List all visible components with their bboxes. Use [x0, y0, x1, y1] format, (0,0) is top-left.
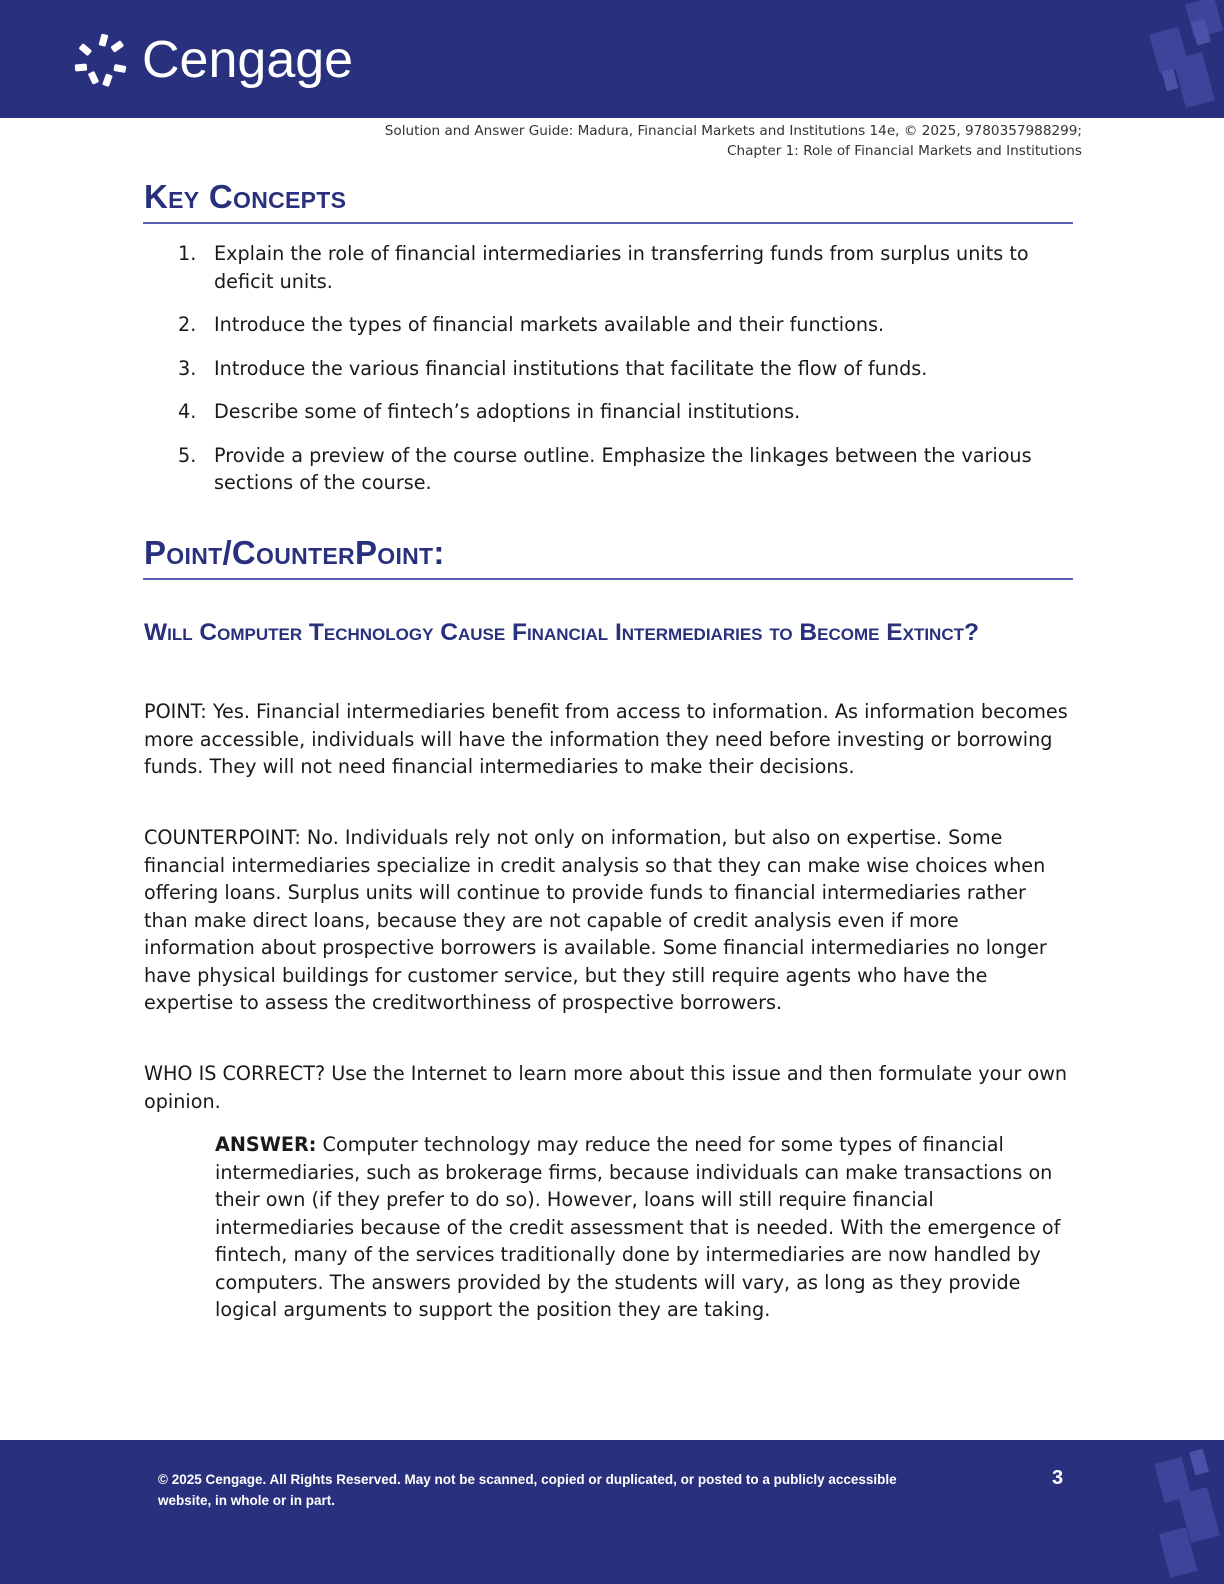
- point-counterpoint-rule: [143, 578, 1073, 580]
- cengage-logo-icon: [74, 30, 134, 90]
- list-item-number: 5.: [178, 443, 197, 467]
- who-is-correct-paragraph: WHO IS CORRECT? Use the Internet to learn more about this issue and then formulate your own opinion.: [144, 1062, 1068, 1113]
- running-head-line-1: Solution and Answer Guide: Madura, Financial Markets and Institutions 14e, © 2025, 9780357988299;: [384, 123, 1082, 139]
- list-item-text: Describe some of fintech’s adoptions in financial institutions.: [214, 400, 801, 423]
- answer-label: ANSWER:: [215, 1133, 317, 1156]
- list-item: [144, 398, 1064, 426]
- list-item: [144, 311, 1064, 339]
- answer-paragraph: [215, 1131, 1075, 1324]
- answer-text: Computer technology may reduce the need for some types of financial intermediaries, such as brokerage firms, because individuals can make transactions on their own (if they prefer to do so). However, loans will still require financial intermediaries because of the credit assessment that is needed. With the emergence of fintech, many of the services traditionally done by intermediaries are now handled by computers. The answers provided by the students will vary, as long as they provide logical arguments to support the position they are taking.: [215, 1133, 1061, 1321]
- cengage-logo: [74, 30, 353, 90]
- header-band: [0, 0, 1224, 118]
- point-counterpoint-heading: Point/CounterPoint:: [144, 534, 445, 571]
- list-item-number: 4.: [178, 400, 197, 423]
- footer-band: [0, 1440, 1224, 1584]
- running-head-line-2: Chapter 1: Role of Financial Markets and Institutions: [726, 143, 1082, 159]
- list-item: [144, 355, 1064, 383]
- question-heading: Will Computer Technology Cause Financial Intermediaries to Become Extinct?: [144, 619, 979, 646]
- list-item: [144, 442, 1064, 497]
- counterpoint-paragraph: COUNTERPOINT: No. Individuals rely not only on information, but also on expertise. Some financial intermediaries specialize in credit analysis so that they can make wise choices when offering loans. Surplus units will continue to provide funds to financial intermediaries rather than make direct loans, because they are not capable of credit analysis even if more information about prospective borrowers is available. Some financial intermediaries no longer have physical buildings for customer service, but they still require agents who have the expertise to assess the creditworthiness of prospective borrowers.: [144, 826, 1047, 1014]
- list-item-number: 1.: [178, 242, 197, 265]
- corner-decoration-icon: [1134, 0, 1224, 118]
- list-item: [144, 240, 1064, 295]
- list-item-number: 2.: [178, 313, 197, 336]
- list-item-text: Introduce the various financial institutions that facilitate the flow of funds.: [214, 356, 928, 380]
- page-number: 3: [1052, 1467, 1064, 1489]
- brand-name: Cengage: [142, 31, 354, 89]
- list-item-text: Introduce the types of financial markets available and their functions.: [214, 313, 885, 336]
- key-concepts-rule: [143, 222, 1073, 224]
- running-head: [385, 121, 1082, 161]
- list-item-number: 3.: [178, 356, 197, 380]
- key-concepts-heading: Key Concepts: [144, 178, 347, 215]
- point-paragraph: POINT: Yes. Financial intermediaries benefit from access to information. As information becomes more accessible, individuals will have the information they need before investing or borrowing funds. They will not need financial intermediaries to make their decisions.: [144, 700, 1068, 778]
- copyright-notice: © 2025 Cengage. All Rights Reserved. May not be scanned, copied or duplicated, or posted to a publicly accessible website, in whole or in part.: [158, 1472, 897, 1508]
- footer-decoration-icon: [1134, 1440, 1224, 1584]
- list-item-text: Explain the role of financial intermediaries in transferring funds from surplus units to deficit units.: [214, 242, 1029, 293]
- list-item-text: Provide a preview of the course outline. Emphasize the linkages between the various sections of the course.: [214, 443, 1032, 494]
- key-concepts-list: [144, 240, 1064, 513]
